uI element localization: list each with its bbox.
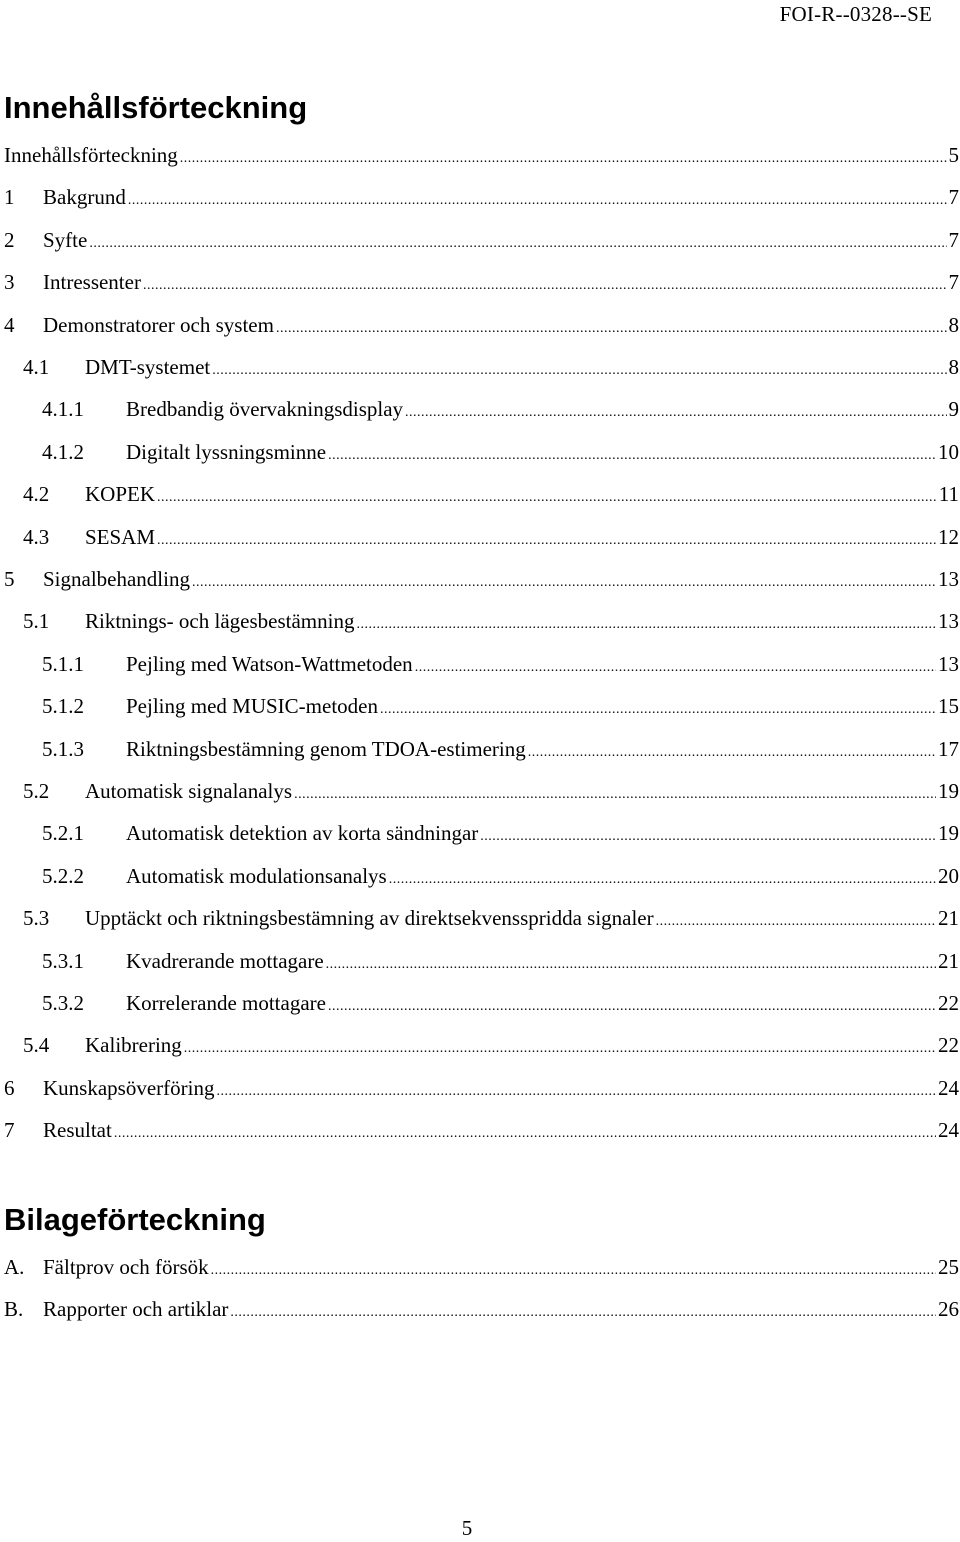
toc-entry[interactable] (4, 691, 960, 721)
toc-entry[interactable] (4, 734, 960, 764)
dot-leader (184, 1034, 936, 1064)
toc-entry-page: 15 (938, 694, 959, 719)
dot-leader (656, 907, 936, 937)
toc-entry-title: Fältprov och försök (43, 1255, 209, 1279)
dot-leader (211, 1256, 936, 1286)
page-number: 5 (461, 1516, 473, 1540)
toc-entry[interactable] (4, 267, 960, 297)
toc-entry-page: 9 (948, 397, 959, 422)
toc-entry-number: 5.1.3 (42, 736, 84, 761)
dot-leader (114, 1119, 936, 1149)
toc-entry-number: 5.3.2 (42, 991, 84, 1015)
toc-entry-title: Upptäckt och riktningsbestämning av direktsekvensspridda signaler (85, 906, 654, 931)
dot-leader (276, 314, 947, 344)
toc-entry[interactable] (4, 479, 960, 509)
toc-entry[interactable] (4, 310, 960, 340)
toc-entry-page: 10 (938, 439, 959, 464)
toc-entry-title: Korrelerande mottagare (126, 991, 326, 1015)
toc-entry-title: Automatisk signalanalys (85, 779, 293, 803)
appendix-heading: Bilageförteckning (4, 1202, 266, 1237)
toc-entry-number: 5.2.2 (42, 863, 84, 888)
toc-entry-page: 19 (938, 821, 959, 846)
toc-entry-page: 8 (948, 355, 959, 379)
toc-entry-number: A. (4, 1255, 25, 1279)
toc-entry-number: 5.2.1 (42, 821, 84, 846)
dot-leader (328, 992, 936, 1022)
toc-entry[interactable] (4, 1073, 960, 1103)
dot-leader (157, 483, 937, 513)
toc-entry-title: Kalibrering (85, 1033, 182, 1058)
dot-leader (405, 398, 946, 428)
dot-leader (328, 441, 936, 471)
toc-entry[interactable] (4, 1030, 960, 1060)
toc-entry-number: 6 (4, 1075, 15, 1100)
toc-entry[interactable] (4, 903, 960, 933)
toc-entry-title: Automatisk modulationsanalys (126, 863, 387, 888)
toc-entry-title: Automatisk detektion av korta sändningar (126, 821, 479, 846)
toc-entry-number: 4.2 (23, 482, 50, 507)
toc-entry-number: 5.3.1 (42, 948, 84, 973)
dot-leader (157, 526, 936, 556)
toc-entry[interactable] (4, 776, 960, 806)
toc-entry-page: 7 (948, 185, 959, 210)
toc-entry-title: Digitalt lyssningsminne (126, 439, 327, 464)
toc-entry-page: 17 (938, 736, 959, 761)
toc-entry-number: 1 (4, 185, 15, 210)
toc-entry-title: Riktningsbestämning genom TDOA-estimering (126, 736, 526, 761)
toc-entry-title: Resultat (43, 1118, 112, 1143)
toc-entry-title: Bakgrund (43, 185, 126, 210)
toc-entry-number: 5 (4, 567, 15, 591)
toc-entry-title: DMT-systemet (85, 355, 211, 379)
toc-entry-page: 24 (938, 1075, 959, 1100)
toc-entry-page: 26 (938, 1297, 959, 1322)
toc-entry-page: 25 (938, 1255, 959, 1279)
toc-entry-title: Signalbehandling (43, 567, 190, 591)
toc-entry[interactable] (4, 522, 960, 552)
toc-entry-title: Bredbandig övervakningsdisplay (126, 397, 404, 422)
toc-entry[interactable] (4, 394, 960, 424)
dot-leader (480, 822, 936, 852)
dot-leader (294, 780, 936, 810)
dot-leader (143, 271, 947, 301)
toc-entry[interactable] (4, 988, 960, 1018)
dot-leader (212, 356, 946, 386)
toc-entry-number: 4.3 (23, 524, 50, 549)
toc-entry-title: Rapporter och artiklar (43, 1297, 229, 1322)
toc-entry-number: 5.1.1 (42, 651, 84, 676)
dot-leader (216, 1077, 936, 1107)
toc-entry-title: Pejling med MUSIC-metoden (126, 694, 378, 719)
toc-entry[interactable] (4, 352, 960, 382)
toc-entry-title: KOPEK (85, 482, 156, 507)
appendix-entry[interactable] (4, 1294, 960, 1324)
toc-entry-number: 2 (4, 227, 15, 252)
toc-entry-title: Kvadrerande mottagare (126, 948, 324, 973)
toc-entry-page: 21 (938, 948, 959, 973)
toc-entry-title: Pejling med Watson-Wattmetoden (126, 651, 413, 676)
toc-entry[interactable] (4, 437, 960, 467)
toc-entry-title: Demonstratorer och system (43, 312, 274, 337)
toc-entry-number: 5.3 (23, 906, 50, 931)
toc-entry[interactable] (4, 649, 960, 679)
toc-entry[interactable] (4, 818, 960, 848)
toc-entry-title: Kunskapsöverföring (43, 1075, 215, 1100)
dot-leader (326, 950, 936, 980)
dot-leader (528, 738, 936, 768)
dot-leader (128, 186, 947, 216)
toc-entry-page: 7 (948, 227, 959, 252)
toc-entry-title: Innehållsförteckning (4, 143, 178, 167)
toc-entry[interactable] (4, 225, 960, 255)
toc-entry-page: 8 (948, 312, 959, 337)
toc-entry[interactable] (4, 1115, 960, 1145)
toc-entry-number: 4.1.2 (42, 439, 84, 464)
toc-entry-page: 11 (938, 482, 959, 507)
dot-leader (356, 610, 936, 640)
toc-entry-page: 7 (948, 270, 959, 295)
dot-leader (89, 229, 946, 259)
dot-leader (389, 865, 936, 895)
dot-leader (230, 1298, 936, 1328)
dot-leader (192, 568, 936, 598)
toc-entry-page: 22 (938, 1033, 959, 1058)
toc-entry-title: Syfte (43, 227, 88, 252)
toc-entry-number: 5.4 (23, 1033, 50, 1058)
dot-leader (415, 653, 936, 683)
dot-leader (380, 695, 936, 725)
toc-entry-page: 21 (938, 906, 959, 931)
toc-entry-page: 13 (938, 567, 959, 591)
toc-entry[interactable] (4, 564, 960, 594)
report-code: FOI-R--0328--SE (779, 2, 932, 26)
toc-entry-number: 5.2 (23, 779, 50, 803)
toc-entry-number: 5.1 (23, 609, 50, 634)
toc-entry[interactable] (4, 606, 960, 636)
toc-entry-number: 4.1 (23, 355, 50, 379)
toc-entry-page: 13 (938, 651, 959, 676)
toc-entry-page: 24 (938, 1118, 959, 1143)
toc-entry-number: 5.1.2 (42, 694, 84, 719)
toc-entry-page: 20 (938, 863, 959, 888)
toc-entry-number: 4.1.1 (42, 397, 84, 422)
toc-entry-page: 13 (938, 609, 959, 634)
toc-entry[interactable] (4, 140, 960, 170)
toc-entry-page: 5 (948, 143, 959, 167)
toc-entry-title: SESAM (85, 524, 156, 549)
dot-leader (180, 144, 947, 174)
toc-entry[interactable] (4, 182, 960, 212)
toc-entry[interactable] (4, 946, 960, 976)
toc-entry[interactable] (4, 861, 960, 891)
toc-entry-title: Riktnings- och lägesbestämning (85, 609, 355, 634)
toc-entry-number: B. (4, 1297, 24, 1322)
toc-entry-number: 3 (4, 270, 15, 295)
toc-heading: Innehållsförteckning (4, 90, 308, 125)
appendix-entry[interactable] (4, 1252, 960, 1282)
toc-entry-page: 12 (938, 524, 959, 549)
toc-entry-number: 4 (4, 312, 15, 337)
toc-entry-page: 22 (938, 991, 959, 1015)
toc-entry-number: 7 (4, 1118, 15, 1143)
toc-entry-title: Intressenter (43, 270, 141, 295)
toc-entry-page: 19 (938, 779, 959, 803)
